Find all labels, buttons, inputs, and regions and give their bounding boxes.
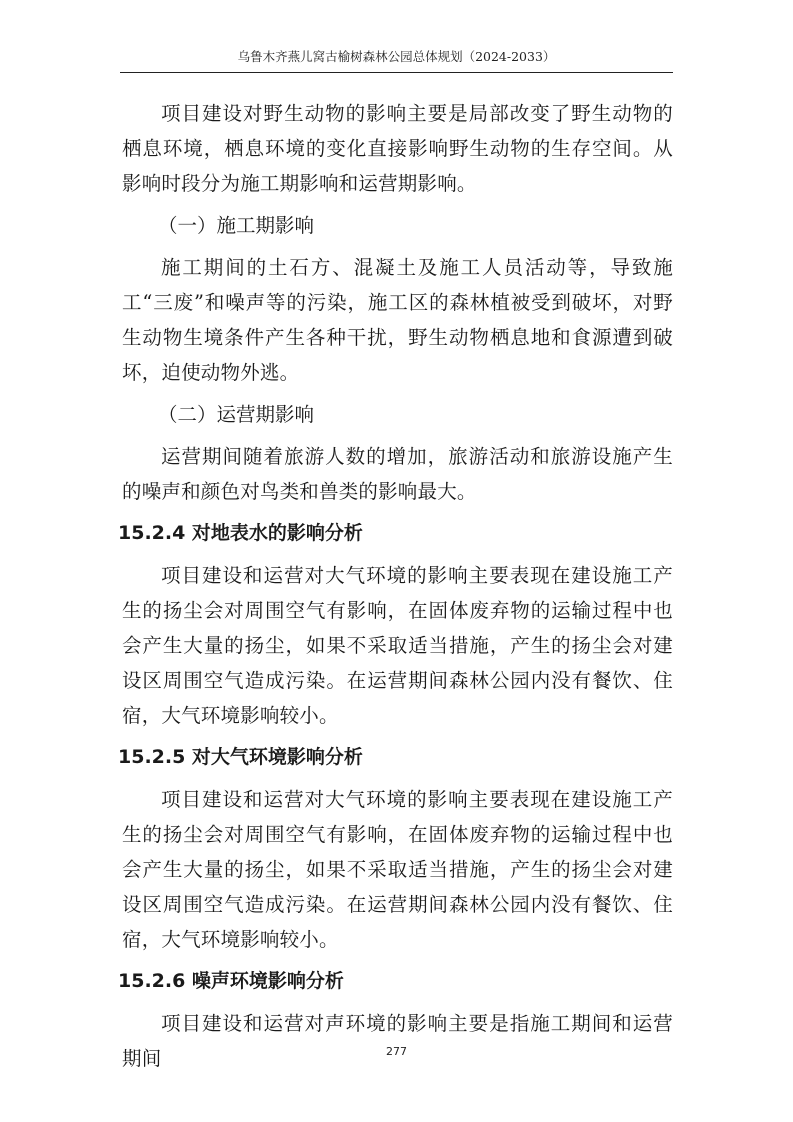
page-number: 277 — [386, 1045, 407, 1058]
section-heading-air-environment: 15.2.5 对大气环境影响分析 — [118, 746, 363, 768]
paragraph-air-environment: 项目建设和运营对大气环境的影响主要表现在建设施工产生的扬尘会对周围空气有影响，在固体废弃物的运输过程中也会产生大量的扬尘，如果不采取适当措施，产生的扬尘会对建设区周围空气造成污染。在运营期间森林公园内没有餐饮、住宿，大气环境影响较小。 — [122, 788, 673, 951]
paragraph-wildlife-impact: 项目建设对野生动物的影响主要是局部改变了野生动物的栖息环境，栖息环境的变化直接影响野生动物的生存空间。从影响时段分为施工期影响和运营期影响。 — [122, 102, 673, 195]
paragraph-surface-water: 项目建设和运营对大气环境的影响主要表现在建设施工产生的扬尘会对周围空气有影响，在固体废弃物的运输过程中也会产生大量的扬尘，如果不采取适当措施，产生的扬尘会对建设区周围空气造成污染。在运营期间森林公园内没有餐饮、住宿，大气环境影响较小。 — [122, 564, 673, 727]
paragraph-noise: 项目建设和运营对声环境的影响主要是指施工期间和运营期间 — [122, 1012, 673, 1070]
header-divider — [120, 72, 673, 73]
subheading-operation-impact: （二）运营期影响 — [158, 403, 315, 426]
section-heading-surface-water: 15.2.4 对地表水的影响分析 — [118, 522, 363, 544]
section-heading-noise: 15.2.6 噪声环境影响分析 — [118, 970, 344, 992]
page-content — [118, 96, 673, 1076]
paragraph-construction-impact: 施工期间的土石方、混凝土及施工人员活动等，导致施工“三废”和噪声等的污染，施工区的森林植被受到破坏，对野生动物生境条件产生各种干扰，野生动物栖息地和食源遭到破坏，迫使动物外逃。 — [122, 256, 673, 384]
subheading-construction-impact: （一）施工期影响 — [158, 214, 315, 237]
paragraph-operation-impact: 运营期间随着旅游人数的增加，旅游活动和旅游设施产生的噪声和颜色对鸟类和兽类的影响最大。 — [122, 445, 673, 503]
running-header: 乌鲁木齐燕儿窝古榆树森林公园总体规划（2024-2033） — [237, 49, 556, 64]
